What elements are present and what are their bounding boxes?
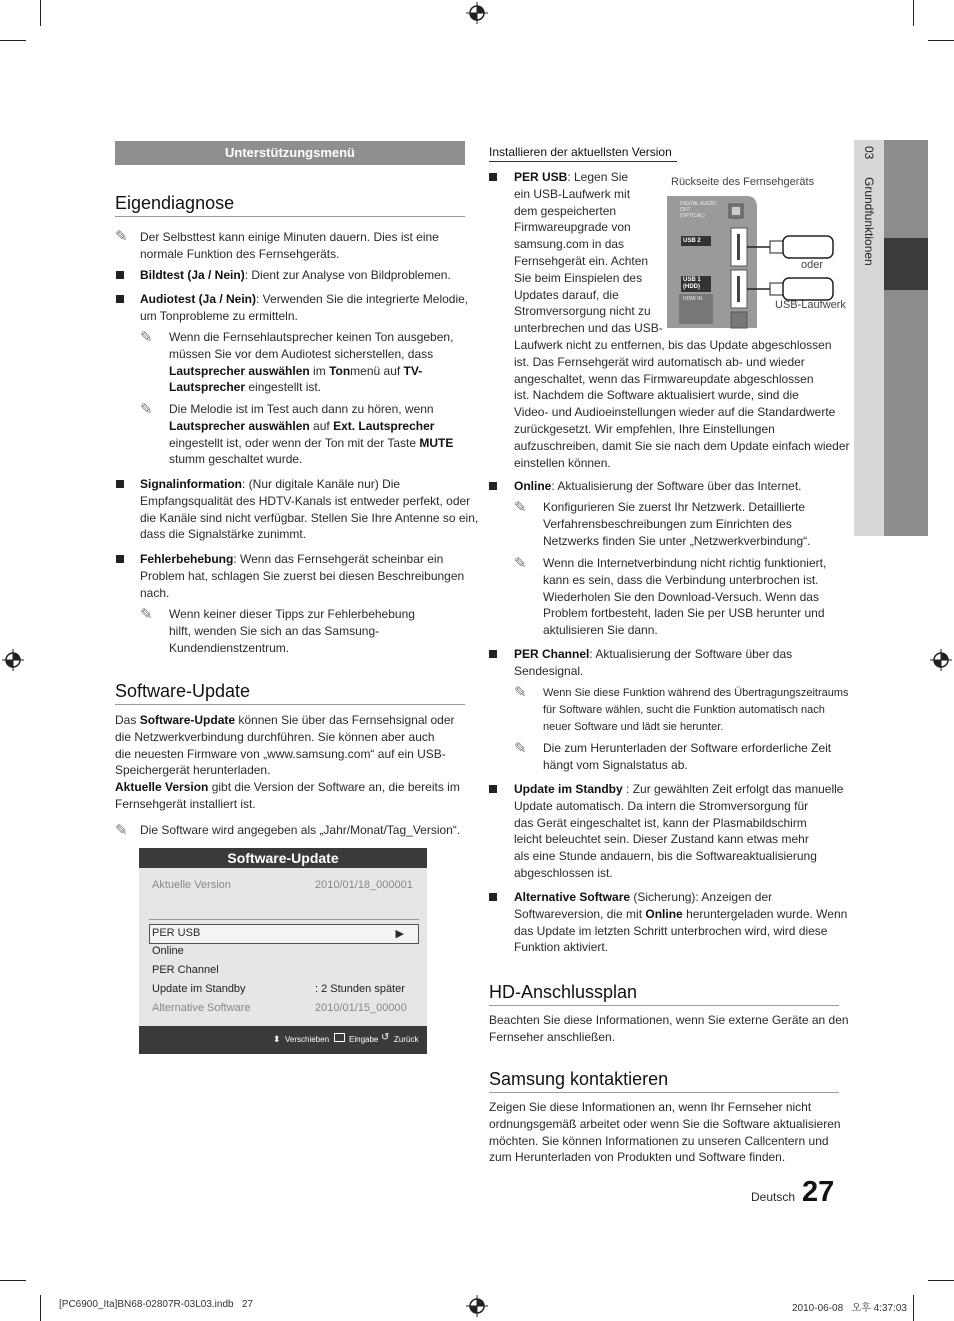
bullet-bildtest: Bildtest (Ja / Nein): Dient zur Analyse von Bildproblemen. <box>140 268 451 282</box>
software-update-osd <box>139 848 427 1054</box>
bullet-icon <box>116 555 124 563</box>
bullet-alternative-software: Alternative Software (Sicherung): Anzeigen der Softwareversion, die mit Online heruntergeladen wurde. Wenn das Update im letzten Schritt unterbrochen wird, wird diese Funktion aktiviert. <box>514 890 848 955</box>
print-slug-file: [PC6900_Ita]BN68-02807R-03L03.indb 27 <box>59 1299 254 1310</box>
software-paragraph: Das Software-Update können Sie über das Fernsehsignal oder die Netzwerkverbindung durchführen. Sie können aber auch die neuesten Firmware von „www.samsung.com“ auf ein USB- Speichergerät herunterladen. Aktuelle Version gibt die Version der Software an, die bereits im Fernsehgerät installiert ist. <box>115 713 460 811</box>
osd-current-value: 2010/01/18_000001 <box>315 879 413 891</box>
osd-item-per-channel[interactable]: PER Channel <box>152 964 219 976</box>
note-text: Wenn Sie diese Funktion während des Übertragungszeitraums für Software wählen, sucht die Funktion automatisch nach neuer Software und lädt sie herunter. <box>543 687 849 733</box>
figure-caption: Rückseite des Fernsehgeräts <box>671 176 815 188</box>
hd-paragraph: Beachten Sie diese Informationen, wenn Sie externe Geräte an den Fernseher anschließen. <box>489 1013 849 1044</box>
bullet-per-channel: PER Channel: Aktualisierung der Software über das Sendesignal. <box>514 647 793 678</box>
port-label-top: DIGITAL AUDIO OUT (OPTICAL) <box>680 201 716 219</box>
note-pencil-icon: ✎ <box>140 328 153 346</box>
bullet-icon <box>489 650 497 658</box>
figure-usb-drive: USB-Laufwerk <box>775 299 846 311</box>
crop-mark <box>928 40 954 41</box>
note-pencil-icon: ✎ <box>115 821 128 839</box>
bullet-icon <box>116 295 124 303</box>
note-pencil-icon: ✎ <box>514 739 527 757</box>
footer-language: Deutsch <box>751 1190 796 1204</box>
port-label-usb1: USB 1 (HDD) <box>683 277 701 290</box>
bullet-icon <box>116 271 124 279</box>
heading-eigendiagnose: Eigendiagnose <box>115 193 235 213</box>
registration-target-icon <box>2 649 24 671</box>
osd-item-online[interactable]: Online <box>152 945 184 957</box>
osd-footer-move: Verschieben <box>285 1035 330 1044</box>
note-pencil-icon: ✎ <box>140 400 153 418</box>
heading-samsung-kontaktieren: Samsung kontaktieren <box>489 1069 669 1089</box>
play-arrow-icon: ▶ <box>395 928 404 940</box>
note-pencil-icon: ✎ <box>140 605 153 623</box>
note-text: Wenn die Internetverbindung nicht richtig funktioniert, kann es sein, dass die Verbindung unterbrochen ist. Wiederholen Sie den Download-Versuch. Wenn das Problem fortbesteht, laden Sie per USB herunter und aktulisieren Sie dann. <box>543 556 827 638</box>
crop-mark <box>0 40 26 41</box>
heading-hd-anschlussplan: HD-Anschlussplan <box>489 982 638 1002</box>
note-text: Wenn keiner dieser Tipps zur Fehlerbehebung hilft, wenden Sie sich an das Samsung- Kundendienstzentrum. <box>169 607 415 655</box>
bullet-icon <box>489 785 497 793</box>
note-text: Wenn die Fernsehlautsprecher keinen Ton ausgeben, müssen Sie vor dem Audiotest sicherstellen, dass Lautsprecher auswählen im Tonmenü auf TV- Lautsprecher eingestellt ist. <box>169 330 454 395</box>
enter-icon <box>334 1033 345 1042</box>
osd-divider <box>149 919 419 920</box>
samsung-paragraph: Zeigen Sie diese Informationen an, wenn Ihr Fernseher nicht ordnungsgemäß arbeitet oder wenn Sie die Software aktualisieren möchten. Sie können Informationen zu unseren Callcentern und zum Herunterladen von Produkten und Software finden. <box>489 1100 841 1165</box>
crop-mark <box>928 1280 954 1281</box>
bullet-icon <box>489 482 497 490</box>
chapter-number: 03 <box>862 146 876 160</box>
note-pencil-icon: ✎ <box>115 227 128 245</box>
bullet-audiotest: Audiotest (Ja / Nein): Verwenden Sie die integrierte Melodie, um Tonprobleme zu ermitteln. <box>140 292 469 323</box>
bullet-icon <box>489 893 497 901</box>
print-slug-date: 2010-06-08 오후 4:37:03 <box>792 1303 907 1314</box>
bullet-signalinformation: Signalinformation: (Nur digitale Kanäle nur) Die Empfangsqualität des HDTV-Kanals ist entweder perfekt, oder die Kanäle sind nicht verfügbar. Stellen Sie Ihre Antenne so ein, dass die Signalstärke zunimmt. <box>140 477 479 542</box>
osd-item-standby-value: : 2 Stunden später <box>315 983 405 995</box>
note-text: Die zum Herunterladen der Software erforderliche Zeit hängt vom Signalstatus ab. <box>543 741 832 772</box>
osd-footer <box>139 1026 427 1054</box>
note-text: Konfigurieren Sie zuerst Ihr Netzwerk. Detaillierte Verfahrensbeschreibungen zum Einrichten des Netzwerks finden Sie unter „Netzwerkverbindung“. <box>543 500 811 548</box>
osd-item-label: PER USB <box>152 927 201 939</box>
osd-footer-enter: Eingabe <box>349 1035 379 1044</box>
crop-mark <box>0 1280 26 1281</box>
bullet-per-usb: PER USB: Legen Sie ein USB-Laufwerk mit dem gespeicherten Firmwareupgrade von samsung.com in das Fernsehgerät ein. Achten Sie beim Einspielen des Updates darauf, die Stromversorgung nicht zu unterbrechen und das USB- Laufwerk nicht zu entfernen, bis das Update abgeschlossen ist. Das Fernsehgerät wird automatisch ab- und wieder angeschaltet, wenn das Firmwareupdate abgeschlossen ist. Nachdem die Software aktualisiert wurde, sind die Video- und Audioeinstellungen wieder auf die Standardwerte zurückgesetzt. Wir empfehlen, Ihre Einstellungen aufzuschreiben, damit Sie sie nach dem Update einfach wieder einstellen können. <box>514 170 850 470</box>
heading-rule <box>115 216 465 217</box>
osd-item-alternative-value: 2010/01/15_00000 <box>315 1002 407 1014</box>
note-pencil-icon: ✎ <box>514 554 527 572</box>
heading-rule <box>115 704 465 705</box>
page-number: 27 <box>802 1176 835 1208</box>
move-arrows-icon: ⬍ <box>273 1034 281 1044</box>
chapter-tab-block <box>884 290 928 536</box>
heading-rule <box>489 1005 839 1006</box>
osd-item-standby[interactable]: Update im Standby <box>152 983 246 995</box>
chapter-label: Grundfunktionen <box>862 177 876 266</box>
osd-item-alternative[interactable]: Alternative Software <box>152 1002 251 1014</box>
heading-rule <box>489 1092 839 1093</box>
bullet-icon <box>116 480 124 488</box>
registration-target-icon <box>466 1295 488 1317</box>
note-text: Der Selbsttest kann einige Minuten dauern. Dies ist eine normale Funktion des Fernsehgeräts. <box>140 230 439 261</box>
port-label-hdmi: HDMI IN <box>683 296 703 302</box>
figure-oder: oder <box>801 259 824 271</box>
osd-title: Software-Update <box>139 848 427 868</box>
crop-mark <box>40 0 41 26</box>
osd-footer-back: Zurück <box>394 1035 419 1044</box>
registration-target-icon <box>466 2 488 24</box>
crop-mark <box>40 1295 41 1321</box>
note-text: Die Software wird angegeben als „Jahr/Monat/Tag_Version“. <box>140 823 461 837</box>
bullet-icon <box>489 173 497 181</box>
port-label-usb2: USB 2 <box>683 238 701 244</box>
chapter-tab-marker <box>884 238 928 290</box>
return-icon: ↺ <box>381 1032 390 1043</box>
note-pencil-icon: ✎ <box>514 498 527 516</box>
bullet-fehlerbehebung: Fehlerbehebung: Wenn das Fernsehgerät scheinbar ein Problem hat, schlagen Sie zuerst bei diesen Beschreibungen nach. <box>140 552 465 600</box>
registration-target-icon <box>930 649 952 671</box>
note-text: Die Melodie ist im Test auch dann zu hören, wenn Lautsprecher auswählen auf Ext. Lautsprecher eingestellt ist, oder wenn der Ton mit der Taste MUTE stumm geschaltet wurde. <box>169 402 454 467</box>
section-banner: Unterstützungsmenü <box>115 141 465 165</box>
crop-mark <box>913 1295 914 1321</box>
crop-mark <box>913 0 914 26</box>
install-title-underline <box>489 161 677 162</box>
osd-current-label: Aktuelle Version <box>152 879 231 891</box>
bullet-online: Online: Aktualisierung der Software über das Internet. <box>514 479 802 493</box>
note-pencil-icon: ✎ <box>514 683 527 701</box>
osd-item-per-usb[interactable] <box>149 924 419 944</box>
chapter-tab-block <box>884 140 928 238</box>
heading-software-update: Software-Update <box>115 681 251 701</box>
bullet-update-standby: Update im Standby : Zur gewählten Zeit erfolgt das manuelle Update automatisch. Da intern die Stromversorgung für das Gerät eingeschaltet ist, kann der Plasmabildschirm leicht beleuchtet sein. Dieser Zustand kann etwas mehr als eine Stunde andauern, bis die Softwareaktualisierung abgeschlossen ist. <box>514 782 844 880</box>
install-title: Installieren der aktuellsten Version <box>489 145 672 159</box>
